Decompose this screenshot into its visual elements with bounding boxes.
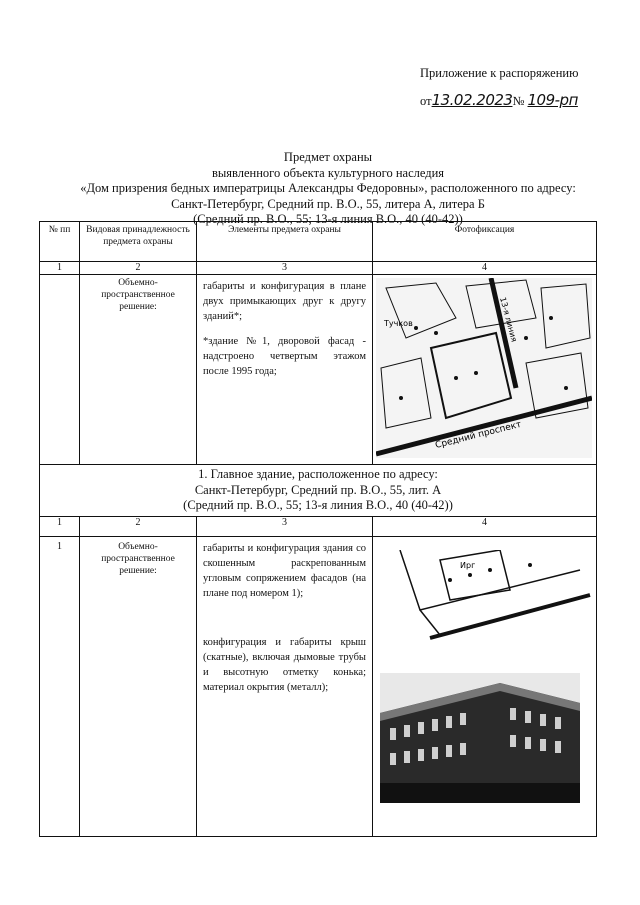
col-header-type: Видовая принадлежность предмета охраны: [80, 222, 197, 262]
map-label-irg: Ирг: [460, 560, 476, 570]
col-number: 3: [197, 516, 373, 536]
photo-cell: [373, 536, 597, 836]
row-no: 1: [40, 536, 80, 836]
building-photo: [380, 673, 580, 803]
col-header-elements: Элементы предмета охраны: [197, 222, 373, 262]
col-number: 2: [80, 262, 197, 275]
appendix-prefix: от: [420, 94, 432, 108]
map-label-tuchkov: Тучков: [384, 319, 413, 328]
col-number: 4: [373, 516, 597, 536]
section-title-line-1: 1. Главное здание, расположенное по адресу:: [198, 467, 438, 481]
protection-table-general: [39, 221, 597, 465]
site-plan-map: [376, 278, 592, 458]
element-text: габариты и конфигурация здания со скошенным раскрепованным угловым сопряжением фасадов (на плане под номером 1);: [203, 542, 366, 599]
row-elements: [197, 275, 373, 465]
section-title-line-3: (Средний пр. В.О., 55; 13-я линия В.О., 40 (40-42)): [183, 498, 453, 512]
col-number: 2: [80, 516, 197, 536]
header-line-5: (Средний пр. В.О., 55; 13-я линия В.О., 40 (40-42)): [193, 212, 463, 226]
element-text: конфигурация и габариты крыш (скатные), включая дымовые трубы и высотную отметку конька; материал окрытия (металл);: [203, 636, 366, 693]
section-title: [40, 465, 597, 517]
header-line-2: выявленного объекта культурного наследия: [211, 165, 445, 180]
appendix-number: 109-рп: [527, 91, 578, 109]
row-type: Объемно-пространственное решение:: [80, 536, 197, 836]
plan-fragment: [380, 550, 596, 640]
col-header-no: № пп: [40, 222, 80, 262]
protection-table-main-building: [39, 464, 597, 837]
row-elements: [197, 536, 373, 836]
header-line-4: Санкт-Петербург, Средний пр. В.О., 55, литера А, литера Б: [171, 196, 485, 211]
section-title-line-2: Санкт-Петербург, Средний пр. В.О., 55, лит. А: [194, 482, 442, 497]
document-header: [40, 150, 616, 228]
appendix-ref: [420, 91, 620, 109]
row-type: Объемно-пространственное решение:: [80, 275, 197, 465]
header-line-3: «Дом призрения бедных императрицы Александры Федоровны», расположенного по адресу:: [80, 181, 576, 195]
col-number: 3: [197, 262, 373, 275]
row-no-cell: [40, 275, 80, 465]
col-number: 4: [373, 262, 597, 275]
appendix-number-sign: №: [512, 94, 525, 108]
appendix-title: Приложение к распоряжению: [420, 66, 579, 80]
photo-cell: [373, 275, 597, 465]
appendix-date: 13.02.2023: [431, 91, 513, 109]
element-note: *здание №1, дворовой фасад - надстроено четвертым этажом после 1995 года;: [203, 336, 366, 377]
col-number: 1: [40, 262, 80, 275]
col-header-photo: Фотофиксация: [373, 222, 597, 262]
element-text: габариты и конфигурация в плане двух примыкающих друг к другу зданий*;: [203, 281, 366, 322]
header-line-1: Предмет охраны: [283, 150, 373, 164]
col-number: 1: [40, 516, 80, 536]
map-label-line: 13-я линия: [498, 296, 519, 343]
appendix-block: [420, 66, 620, 109]
map-label-street: Средний проспект: [434, 419, 523, 451]
